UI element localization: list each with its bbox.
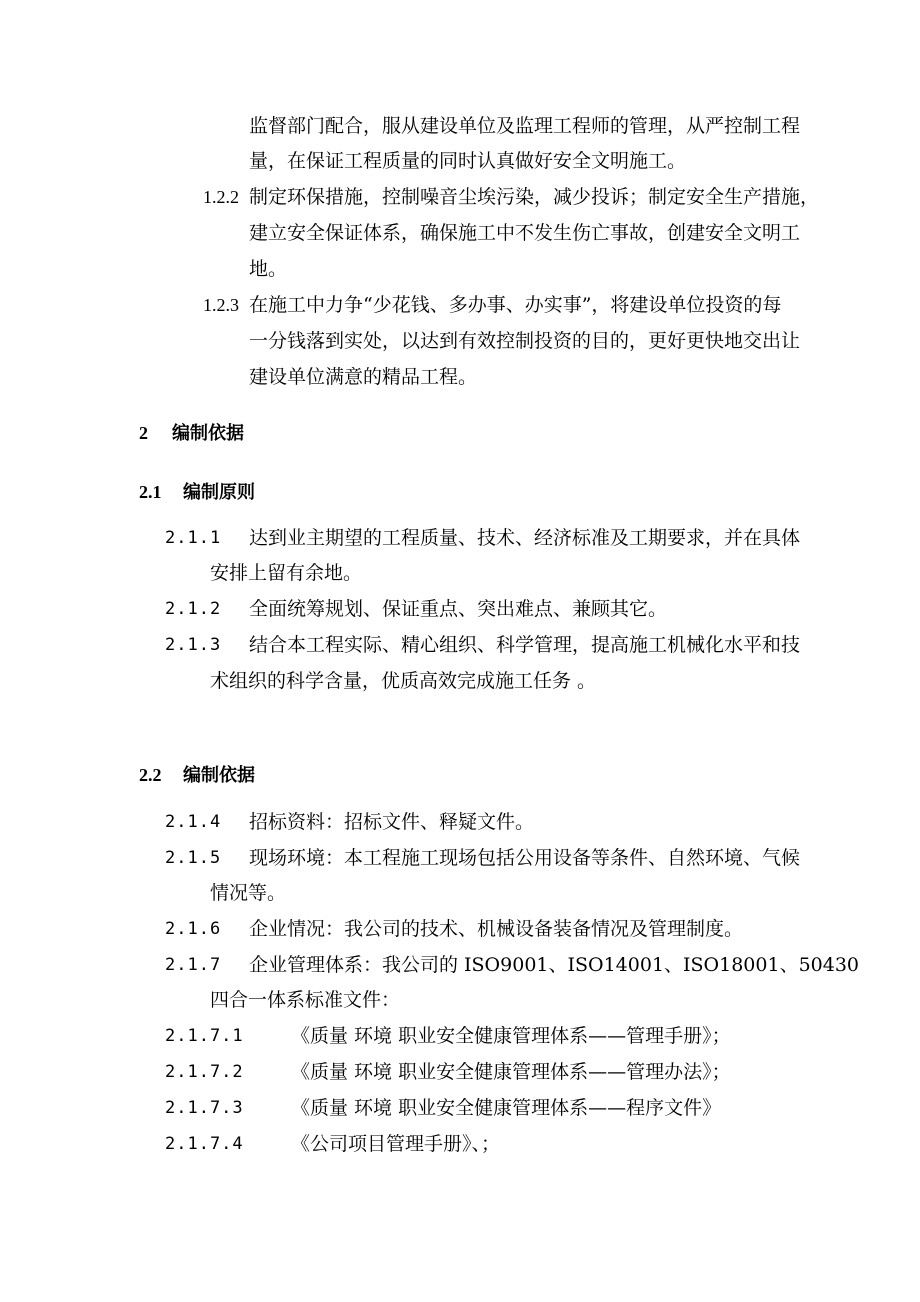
item-number: 2.1.6 — [165, 919, 222, 939]
item-number: 1.2.2 — [203, 187, 239, 207]
item-number: 2.1.5 — [165, 848, 222, 868]
paragraph-line: 监督部门配合，服从建设单位及监理工程师的管理，从严控制工程 — [249, 115, 801, 137]
section-title: 编制依据 — [183, 765, 255, 786]
item-number: 2.1.7.2 — [165, 1062, 244, 1082]
paragraph-line: 安排上留有余地。 — [210, 562, 363, 584]
section-heading — [139, 421, 244, 446]
item-number: 2.1.3 — [165, 635, 222, 655]
paragraph-line: 结合本工程实际、精心组织、科学管理，提高施工机械化水平和技 — [249, 634, 801, 656]
item-number: 2.1.7 — [165, 955, 222, 975]
paragraph-line: 量，在保证工程质量的同时认真做好安全文明施工。 — [249, 150, 687, 172]
item-number: 2.1.1 — [165, 528, 222, 548]
paragraph-line: 《质量 环境 职业安全健康管理体系——管理办法》； — [291, 1061, 731, 1083]
section-number: 2.1 — [139, 482, 162, 502]
paragraph-line: 全面统筹规划、保证重点、突出难点、兼顾其它。 — [249, 598, 668, 620]
paragraph-line: 《质量 环境 职业安全健康管理体系——管理手册》； — [291, 1025, 731, 1047]
paragraph-line: 建立安全保证体系，确保施工中不发生伤亡事故，创建安全文明工 — [249, 222, 801, 244]
item-number: 2.1.7.1 — [165, 1026, 244, 1046]
paragraph-line: 术组织的科学含量，优质高效完成施工任务 。 — [210, 670, 597, 692]
section-number: 2.2 — [139, 765, 162, 785]
paragraph-line: 企业管理体系：我公司的 ISO9001、ISO14001、ISO18001、50430 — [249, 954, 860, 976]
paragraph-line: 四合一体系标准文件： — [210, 989, 401, 1011]
paragraph-line: 企业情况：我公司的技术、机械设备装备情况及管理制度。 — [249, 918, 744, 940]
section-number: 2 — [139, 423, 148, 443]
paragraph-line: 达到业主期望的工程质量、技术、经济标准及工期要求，并在具体 — [249, 527, 801, 549]
paragraph-line: 现场环境：本工程施工现场包括公用设备等条件、自然环境、气候 — [249, 847, 801, 869]
item-number: 1.2.3 — [203, 295, 239, 315]
paragraph-line: 招标资料：招标文件、释疑文件。 — [249, 811, 535, 833]
subsection-heading — [139, 480, 255, 505]
section-title: 编制原则 — [183, 482, 255, 503]
paragraph-line: 在施工中力争“少花钱、多办事、办实事”，将建设单位投资的每 — [249, 294, 782, 316]
item-number: 2.1.7.4 — [165, 1134, 244, 1154]
paragraph-line: 地。 — [249, 258, 288, 280]
paragraph-line: 制定环保措施，控制噪音尘埃污染，减少投诉；制定安全生产措施， — [249, 186, 820, 208]
section-title: 编制依据 — [172, 423, 244, 444]
subsection-heading — [139, 763, 255, 788]
item-number: 2.1.4 — [165, 812, 222, 832]
paragraph-line: 情况等。 — [210, 882, 287, 904]
item-number: 2.1.7.3 — [165, 1098, 244, 1118]
paragraph-line: 建设单位满意的精品工程。 — [249, 366, 478, 388]
paragraph-line: 《公司项目管理手册》、； — [291, 1133, 501, 1155]
item-number: 2.1.2 — [165, 599, 222, 619]
paragraph-line: 《质量 环境 职业安全健康管理体系——程序文件》 — [291, 1097, 722, 1119]
paragraph-line: 一分钱落到实处，以达到有效控制投资的目的，更好更快地交出让 — [249, 330, 801, 352]
